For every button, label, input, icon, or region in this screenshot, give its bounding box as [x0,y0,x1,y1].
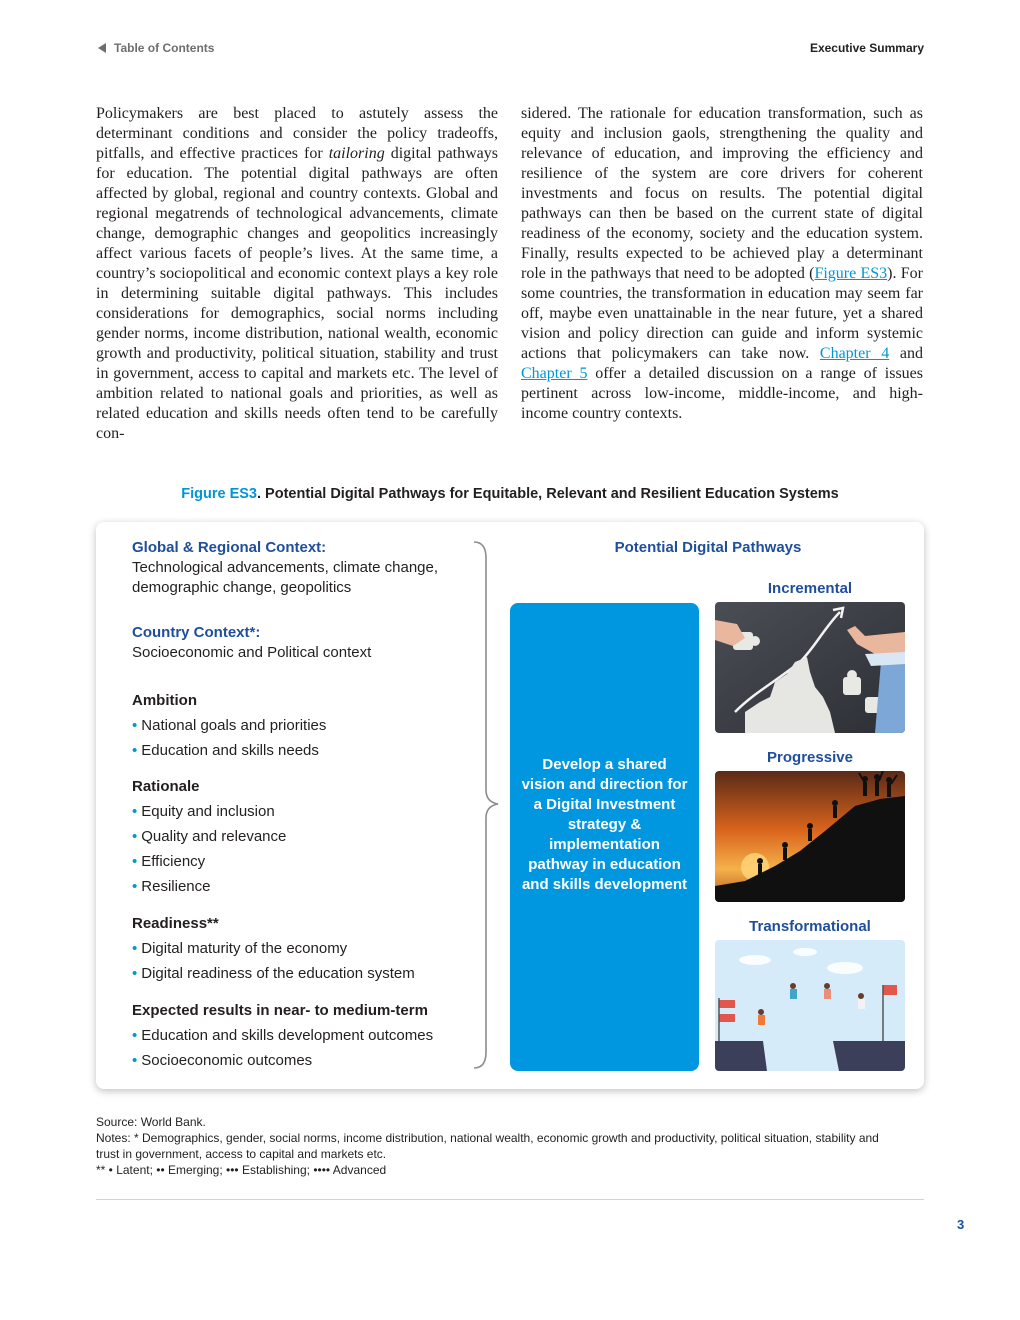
figure-es3-link[interactable]: Figure ES3 [814,265,888,282]
left-text-1: Policymakers are best placed to astutely assess the determinant conditions and consider the policy tradeoffs, pitfalls, and effective practices for [96,105,498,162]
list-item: • Socioeconomic outcomes [132,1052,313,1069]
left-text-2: digital pathways for education. The potential digital pathways are often affected by global, regional and country contexts. Global and regional megatrends of technological advancements, climate change, demographic changes and geopolitics increasingly affect various facets of people’s lives. At the same time, a country’s sociopolitical and economic context plays a key role in determining suitable digital pathways. This includes considerations for demographics, social norms including gender norms, income distribution, national wealth, economic growth and productivity, political situation, stability and trust in government, access to capital and markets etc. The level of ambition related to national goals and priorities, as well as related education and skills needs often tend to be carefully con- [96,145,499,442]
right-text-3: offer a detailed discussion on a range of issues pertinent across low-income, middle-income, and high-income country contexts. [521,365,923,422]
page-number: 3 [957,1217,965,1232]
chapter-5-link[interactable]: Chapter 5 [521,365,588,382]
body-column-left [96,104,498,444]
table-of-contents-link[interactable] [98,41,214,55]
list-item: • Education and skills needs [132,742,319,759]
list-item: • Education and skills development outcomes [132,1027,434,1044]
incremental-label: Incremental [767,580,853,597]
ambition-heading: Ambition [132,692,197,709]
transformational-jumpers-image [715,940,905,1071]
list-item: • Digital maturity of the economy [132,940,348,957]
country-context-block [132,623,482,663]
rationale-heading: Rationale [132,778,200,795]
results-block [132,1001,482,1071]
figure-card [96,522,924,1089]
back-arrow-icon [98,43,106,53]
list-item: • Quality and relevance [132,828,287,845]
results-heading: Expected results in near- to medium-term [132,1002,428,1019]
right-text-2: ). For some countries, the transformation in education may seem far off, maybe even unattainable in the near future, yet a shared vision and policy direction can guide and inform systemic actions that policymakers can take now. [521,265,923,362]
transformational-label: Transformational [749,918,871,935]
toc-label: Table of Contents [114,41,215,55]
chapter-4-link[interactable]: Chapter 4 [819,345,890,362]
incremental-puzzle-image [715,602,905,733]
list-item: • Digital readiness of the education system [132,965,415,982]
global-context-block [132,538,482,598]
global-context-heading: Global & Regional Context: [132,539,327,556]
progressive-climbers-image [715,771,905,902]
list-item: • Equity and inclusion [132,803,275,820]
global-context-text: Technological advancements, climate change, demographic change, geopolitics [132,559,439,596]
section-title: Executive Summary [809,41,924,55]
shared-vision-text: Develop a shared vision and direction for a Digital Investment strategy & implementation pathway in education and skills development [521,756,688,893]
ambition-block [132,691,482,761]
notes-text: Notes: * Demographics, gender, social norms, income distribution, national wealth, economic growth and productivity, political situation, stability and trust in government, access to capital and markets etc. [96,1131,879,1161]
footer-divider [96,1199,924,1200]
figure-title-text: . Potential Digital Pathways for Equitable, Relevant and Resilient Education Systems [257,486,839,502]
source-note: Source: World Bank. [96,1115,206,1129]
pathways-title: Potential Digital Pathways [614,539,802,556]
body-column-right [521,104,923,424]
country-context-heading: Country Context*: [132,624,261,641]
country-context-text: Socioeconomic and Political context [132,644,372,661]
figure-label: Figure ES3 [181,486,257,502]
readiness-block [132,914,482,984]
list-item: • National goals and priorities [132,717,327,734]
list-item: • Efficiency [132,853,206,870]
curly-brace-icon [472,540,502,1072]
list-item: • Resilience [132,878,211,895]
shared-vision-box [510,603,699,1071]
progressive-label: Progressive [767,749,853,766]
rationale-block [132,777,482,897]
right-and-text: and [889,345,924,362]
readiness-heading: Readiness** [132,915,219,932]
readiness-legend-note: ** • Latent; •• Emerging; ••• Establishing; •••• Advanced [96,1163,387,1177]
figure-title [96,486,924,502]
left-italic-text: tailoring [328,145,385,162]
figure-notes [96,1114,896,1178]
right-text-1: sidered. The rationale for education transformation, such as equity and inclusion gaols, strengthening the quality and relevance of education, and improving the efficiency and resilience of the system are core drivers for coherent investments and focus on results. The potential digital pathways can then be based on the current state of digital readiness of the economy, society and the education system. Finally, results expected to be achieved play a determinant role in the pathways that need to be adopted ( [521,105,923,282]
